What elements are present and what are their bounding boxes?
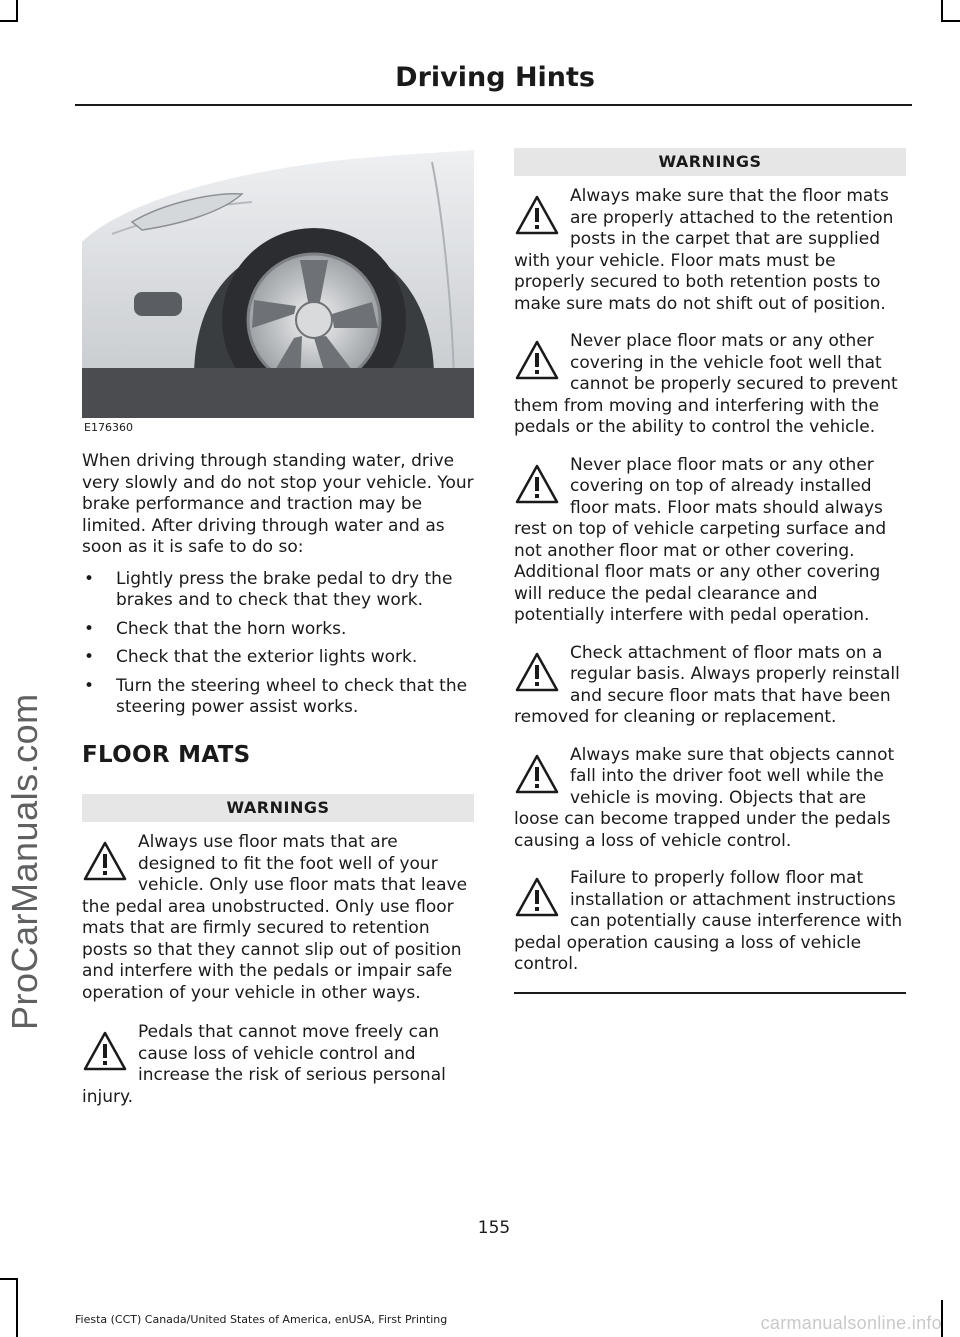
warning-text: Check attachment of floor mats on a regular basis. Always properly reinstall and secure floor mats that have been removed for cleaning or replacement. bbox=[514, 642, 900, 727]
warning-text: Failure to properly follow floor mat installation or attachment instructions can potentially cause interference with pedal operation causing a loss of vehicle control. bbox=[514, 868, 903, 974]
warnings-heading: WARNINGS bbox=[514, 148, 906, 176]
watermark: carmanualsonline.info bbox=[760, 1313, 942, 1333]
car-wheel-illustration bbox=[82, 142, 474, 418]
intro-paragraph: When driving through standing water, drive very slowly and do not stop your vehicle. Your brake performance and traction may be limited. After driving through water and as soon as it is safe to do so: bbox=[82, 451, 474, 557]
warning-triangle-icon bbox=[514, 339, 560, 381]
warning-triangle-icon bbox=[82, 1030, 128, 1072]
warning-item bbox=[514, 186, 906, 315]
warnings-heading: WARNINGS bbox=[82, 794, 474, 822]
crop-mark bbox=[0, 20, 18, 22]
warnings-end-divider bbox=[514, 992, 906, 994]
left-column bbox=[82, 451, 474, 1108]
sidebar-site-name: ProCarManuals.com bbox=[4, 693, 45, 1030]
warning-item bbox=[82, 832, 474, 1004]
warning-text: Always make sure that objects cannot fall into the driver foot well while the vehicle is moving. Objects that are loose can become trapped under the pedals causing a loss of vehicle control. bbox=[514, 744, 895, 851]
list-item: • Check that the exterior lights work. bbox=[82, 647, 474, 669]
warning-item bbox=[514, 331, 906, 439]
warning-triangle-icon bbox=[514, 753, 560, 795]
list-item: • Check that the horn works. bbox=[82, 619, 474, 641]
after-water-checklist bbox=[82, 569, 474, 719]
warning-text: Never place floor mats or any other covering in the vehicle foot well that cannot be properly secured to prevent them from moving and interfering with the pedals or the ability to control the vehicle. bbox=[514, 331, 898, 437]
warning-triangle-icon bbox=[514, 194, 560, 236]
crop-mark bbox=[16, 1278, 18, 1337]
warning-item bbox=[514, 643, 906, 729]
list-item: • Turn the steering wheel to check that the steering power assist works. bbox=[82, 676, 474, 719]
warning-text: Pedals that cannot move freely can cause loss of vehicle control and increase the risk of serious personal injury. bbox=[82, 1022, 446, 1107]
warning-item bbox=[514, 745, 906, 853]
crop-mark bbox=[16, 0, 18, 22]
page-title: Driving Hints bbox=[395, 62, 595, 93]
warning-item bbox=[514, 455, 906, 627]
warning-triangle-icon bbox=[514, 463, 560, 505]
page-number: 155 bbox=[477, 1218, 511, 1238]
section-heading: FLOOR MATS bbox=[82, 741, 251, 768]
warning-triangle-icon bbox=[514, 651, 560, 693]
warning-triangle-icon bbox=[82, 840, 128, 882]
warning-text: Never place floor mats or any other covering on top of already installed floor mats. Floor mats should always rest on top of vehicle carpeting surface and not another floor mat or other covering. Additional floor mats or any other covering will reduce the pedal clearance and potentially interfere with pedal operation. bbox=[514, 454, 887, 625]
right-column bbox=[514, 148, 906, 994]
figure-code: E176360 bbox=[84, 421, 133, 434]
warning-item bbox=[82, 1022, 474, 1108]
warning-item bbox=[514, 868, 906, 976]
warning-text: Always use floor mats that are designed to fit the foot well of your vehicle. Only use floor mats that leave the pedal area unobstructed. Only use floor mats that are firmly secured to retention posts so that they cannot slip out of position and interfere with the pedals or impair safe operation of your vehicle in other ways. bbox=[82, 832, 468, 1003]
crop-mark bbox=[0, 1278, 18, 1280]
crop-mark bbox=[941, 0, 943, 22]
edition-footer: Fiesta (CCT) Canada/United States of America, enUSA, First Printing bbox=[75, 1313, 448, 1326]
list-item: • Lightly press the brake pedal to dry the brakes and to check that they work. bbox=[82, 569, 474, 612]
header-divider bbox=[75, 104, 912, 106]
warning-triangle-icon bbox=[514, 876, 560, 918]
warning-text: Always make sure that the floor mats are properly attached to the retention posts in the carpet that are supplied with your vehicle. Floor mats must be properly secured to both retention posts to make sure mats do not shift out of position. bbox=[514, 186, 894, 314]
crop-mark bbox=[941, 20, 960, 22]
